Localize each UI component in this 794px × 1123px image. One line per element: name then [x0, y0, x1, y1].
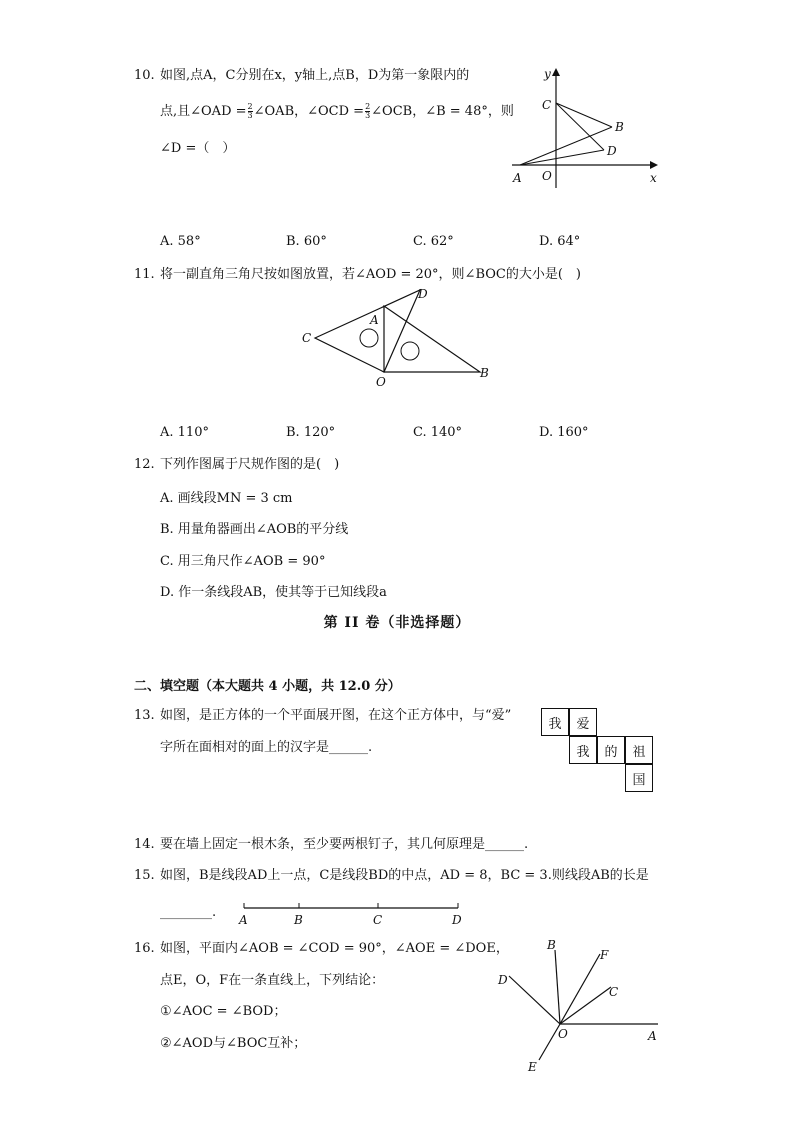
q11-option-a[interactable]: A. 110° [160, 425, 209, 440]
q10-label-B: B [615, 120, 624, 134]
q12-number: 12. [134, 457, 155, 472]
q10-segment-AD [520, 150, 604, 165]
q12-stem: 下列作图属于尺规作图的是( ) [160, 457, 340, 472]
q10-label-y: y [544, 67, 551, 81]
q16-label-D: D [498, 973, 508, 987]
q10-line1: 如图,点A，C分别在x，y轴上,点B，D为第一象限内的 [160, 68, 470, 83]
q10-option-d[interactable]: D. 64° [539, 234, 581, 249]
q14-number: 14. [134, 837, 155, 852]
q10-label-D: D [607, 144, 617, 158]
q13-line1: 如图，是正方体的一个平面展开图，在这个正方体中，与“爱” [160, 708, 512, 723]
q13-cell-5: 祖 [625, 736, 653, 764]
q13-line2: 字所在面相对的面上的汉字是______. [160, 740, 373, 755]
q11-triangle-COD [315, 290, 420, 372]
q11-option-c[interactable]: C. 140° [413, 425, 463, 440]
q16-ray-OD [509, 976, 560, 1024]
q15-label-C: C [373, 913, 383, 927]
q12-option-b[interactable]: B. 用量角器画出∠AOB的平分线 [160, 522, 349, 537]
q13-cell-1: 我 [541, 708, 569, 736]
q10-segment-CD [556, 103, 604, 150]
q15-label-D: D [452, 913, 462, 927]
q11-number: 11. [134, 267, 155, 282]
q10-label-A: A [513, 171, 522, 185]
q11-option-b[interactable]: B. 120° [286, 425, 336, 440]
q11-stem: 将一副直角三角尺按如图放置，若∠AOD = 20°，则∠BOC的大小是( ) [160, 267, 581, 282]
q10-figure [500, 60, 670, 190]
q10-number: 10. [134, 68, 155, 83]
q16-label-B: B [547, 938, 556, 952]
q16-label-O: O [558, 1027, 568, 1041]
q10-x-arrow [650, 161, 658, 169]
q10-label-O: O [542, 169, 552, 183]
q10-segment-CB [556, 103, 612, 127]
q10-line2 [160, 103, 514, 121]
q11-circle-left [360, 329, 378, 347]
q11-label-O: O [376, 375, 386, 389]
q15-label-A: A [239, 913, 248, 927]
q14-text: 要在墙上固定一根木条，至少要两根钉子，其几何原理是______. [160, 837, 529, 852]
q16-line4: ②∠AOD与∠BOC互补； [160, 1036, 307, 1051]
q10-option-b[interactable]: B. 60° [286, 234, 327, 249]
q10-y-arrow [552, 68, 560, 76]
q10-line3: ∠D =（ ） [160, 141, 236, 156]
q10-line2-c: ∠OCB，∠B = 48°，则 [371, 104, 514, 119]
part2-title: 第 II 卷（非选择题） [323, 615, 471, 631]
q10-option-c[interactable]: C. 62° [413, 234, 454, 249]
q16-label-E: E [528, 1060, 537, 1074]
q16-number: 16. [134, 941, 155, 956]
q16-ray-OB [555, 950, 560, 1024]
q16-ray-OE [539, 1024, 560, 1060]
q10-fraction-2: $\frac{2}{3}$ [365, 102, 371, 120]
q16-ray-OC [560, 987, 611, 1024]
q16-label-F: F [600, 948, 609, 962]
q16-figure [490, 932, 670, 1082]
q13-number: 13. [134, 708, 155, 723]
q10-line2-b: ∠OAB，∠OCD = [253, 104, 365, 119]
section2-heading: 二、填空题（本大题共 4 小题，共 12.0 分） [134, 679, 401, 694]
q11-label-A: A [370, 313, 379, 327]
q12-option-d[interactable]: D. 作一条线段AB，使其等于已知线段a [160, 585, 387, 600]
q13-cell-6: 国 [625, 764, 653, 792]
q15-number: 15. [134, 868, 155, 883]
q16-line2: 点E，O，F在一条直线上，下列结论： [160, 973, 385, 988]
q15-line1: 如图，B是线段AD上一点，C是线段BD的中点，AD = 8，BC = 3.则线段AB的长是 [160, 868, 649, 883]
q12-option-a[interactable]: A. 画线段MN = 3 cm [160, 491, 293, 506]
q10-segment-AB [520, 127, 612, 165]
q15-label-B: B [294, 913, 303, 927]
q10-label-C: C [542, 98, 552, 112]
q16-line1: 如图，平面内∠AOB = ∠COD = 90°，∠AOE = ∠DOE， [160, 941, 509, 956]
q13-cell-4: 的 [597, 736, 625, 764]
q12-option-c[interactable]: C. 用三角尺作∠AOB = 90° [160, 554, 326, 569]
q10-line2-a: 点,且∠OAD = [160, 104, 247, 119]
q11-figure [300, 284, 500, 394]
q13-cell-2: 爱 [569, 708, 597, 736]
q11-label-B: B [480, 366, 489, 380]
q16-ray-OF [560, 954, 600, 1024]
q10-option-a[interactable]: A. 58° [160, 234, 201, 249]
q13-cell-3: 我 [569, 736, 597, 764]
q10-fraction-1: $\frac{2}{3}$ [247, 102, 253, 120]
q10-label-x: x [650, 171, 657, 185]
q11-label-D: D [418, 287, 428, 301]
q11-circle-right [401, 342, 419, 360]
q11-label-C: C [302, 331, 312, 345]
q11-option-d[interactable]: D. 160° [539, 425, 589, 440]
q16-label-C: C [609, 985, 619, 999]
q15-figure [236, 896, 476, 930]
q16-line3: ①∠AOC = ∠BOD； [160, 1004, 287, 1019]
q15-line2: ________. [160, 905, 217, 920]
q16-label-A: A [648, 1029, 657, 1043]
